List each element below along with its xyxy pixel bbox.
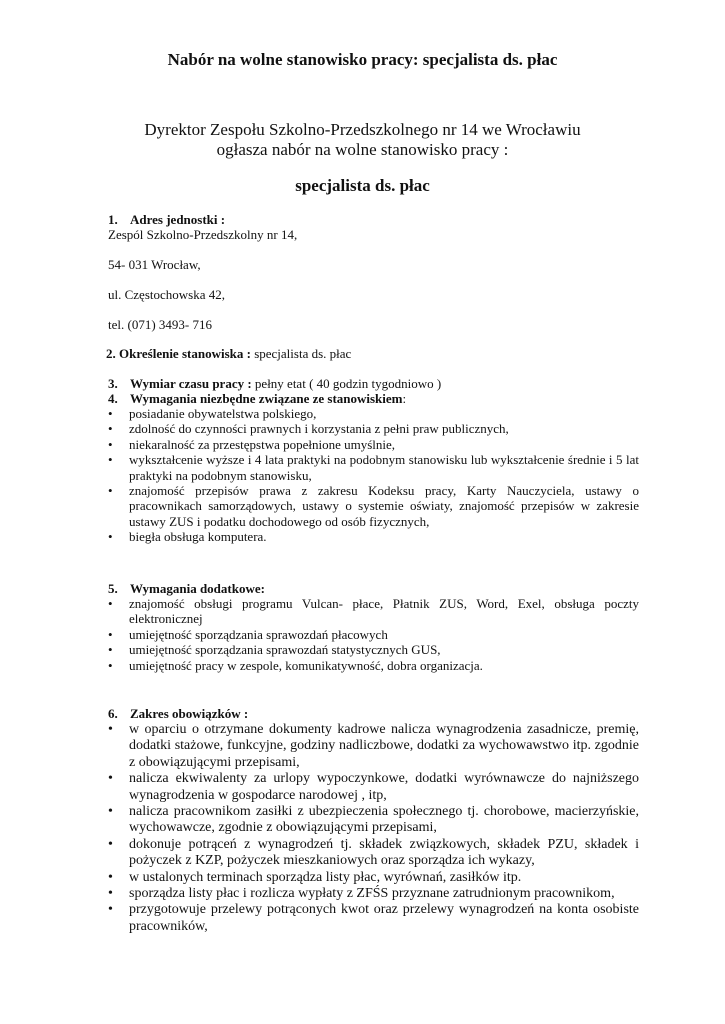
additional-requirements-list	[107, 596, 639, 673]
list-item: • biegła obsługa komputera.	[108, 529, 267, 545]
section-value: specjalista ds. płac	[250, 346, 352, 361]
list-item: • niekaralność za przestępstwa popełnione umyślnie,	[108, 436, 396, 452]
section-colon: :	[402, 391, 407, 406]
bullet-icon: •	[108, 771, 113, 787]
list-item: • znajomość obsługi programu Vulcan- płace, Płatnik ZUS, Word, Exel, obsługa poczty elektronicznej	[108, 596, 639, 627]
list-item: • nalicza ekwiwalenty za urlopy wypoczynkowe, dodatki wyrównawcze do najniższego wynagrodzenia w gospodarce narodowej , itp,	[108, 771, 639, 803]
address-line-school: Zespól Szkolno-Przedszkolny nr 14,	[108, 227, 298, 242]
section-value: pełny etat ( 40 godzin tygodniowo )	[251, 376, 442, 391]
list-item: • nalicza pracownikom zasiłki z ubezpieczenia społecznego tj. chorobowe, macierzyńskie, wychowawcze, zgodnie z obowiązującymi przepisami,	[108, 804, 639, 836]
bullet-icon: •	[108, 902, 113, 918]
address-line-city: 54- 031 Wrocław,	[108, 257, 201, 272]
section-label: Określenie stanowiska :	[119, 346, 251, 361]
section-label: Wymiar czasu pracy :	[130, 376, 252, 391]
list-item: • w oparciu o otrzymane dokumenty kadrowe nalicza wynagrodzenia zasadnicze, premię, dodatki stażowe, funkcyjne, godziny nadliczbowe, dodatki za wychowawstwo itp. zgodnie z obowiązującymi przepisami,	[108, 722, 639, 770]
bullet-icon: •	[108, 529, 113, 545]
section-5-heading	[108, 581, 265, 596]
requirements-list	[107, 406, 639, 545]
bullet-icon: •	[108, 421, 113, 437]
section-label: Zakres obowiązków :	[130, 706, 249, 721]
section-number: 5.	[108, 581, 118, 596]
bullet-icon: •	[108, 436, 113, 452]
bullet-icon: •	[108, 406, 113, 421]
section-number: 4.	[108, 391, 118, 406]
section-label: Wymagania dodatkowe:	[130, 581, 265, 596]
page-title: Nabór na wolne stanowisko pracy: specjalista ds. płac	[167, 50, 558, 69]
bullet-icon: •	[108, 642, 113, 658]
bullet-icon: •	[108, 886, 113, 902]
bullet-icon: •	[108, 626, 113, 642]
section-number: 3.	[108, 376, 118, 391]
bullet-icon: •	[108, 596, 113, 611]
section-label: Adres jednostki :	[130, 212, 226, 227]
section-number: 6.	[108, 706, 118, 721]
list-item: • dokonuje potrąceń z wynagrodzeń tj. składek związkowych, składek PZU, składek i pożyczek z KZP, pożyczek mieszkaniowych oraz sporządza ich wykazy,	[108, 836, 639, 869]
duties-list	[107, 722, 639, 935]
section-3-heading	[108, 376, 441, 391]
bullet-icon: •	[108, 836, 113, 852]
section-1-heading	[108, 212, 225, 227]
list-item: • umiejętność sporządzania sprawozdań płacowych	[108, 626, 388, 642]
list-item: • zdolność do czynności prawnych i korzystania z pełni praw publicznych,	[108, 421, 509, 437]
bullet-icon: •	[108, 804, 113, 820]
list-item: • znajomość przepisów prawa z zakresu Kodeksu pracy, Karty Nauczyciela, ustawy o pracownikach samorządowych, ustawy o systemie oświaty, znajomość przepisów w zakresie ustawy ZUS i podatku dochodowego od osób fizycznych,	[108, 483, 639, 529]
position-title: specjalista ds. płac	[295, 176, 430, 195]
section-6-heading	[108, 706, 248, 721]
list-item: • wykształcenie wyższe i 4 lata praktyki na podobnym stanowisku lub wykształcenie średnie i 5 lat praktyki na podobnym stanowisku,	[108, 452, 639, 483]
list-item: • posiadanie obywatelstwa polskiego,	[108, 406, 317, 421]
list-item: • w ustalonych terminach sporządza listy płac, wyrównań, zasiłków itp.	[108, 869, 522, 885]
section-2-heading	[106, 346, 351, 361]
bullet-icon: •	[108, 657, 113, 673]
section-number: 2.	[106, 346, 116, 361]
bullet-icon: •	[108, 483, 113, 499]
section-number: 1.	[108, 212, 118, 227]
bullet-icon: •	[108, 722, 113, 737]
list-item: • przygotowuje przelewy potrąconych kwot oraz przelewy wynagrodzeń na konta osobiste pracowników,	[108, 902, 639, 934]
address-line-street: ul. Częstochowska 42,	[108, 287, 225, 302]
bullet-icon: •	[108, 452, 113, 468]
bullet-icon: •	[108, 869, 113, 885]
list-item: • umiejętność pracy w zespole, komunikatywność, dobra organizacja.	[108, 657, 483, 673]
section-4-heading	[108, 391, 406, 406]
list-item: • sporządza listy płac i rozlicza wypłaty z ZFŚS przyznane zatrudnionym pracownikom,	[108, 886, 615, 902]
intro-line-1: Dyrektor Zespołu Szkolno-Przedszkolnego nr 14 we Wrocławiu	[144, 120, 581, 139]
list-item: • umiejętność sporządzania sprawozdań statystycznych GUS,	[108, 642, 441, 658]
intro-line-2: ogłasza nabór na wolne stanowisko pracy :	[216, 140, 509, 159]
section-label: Wymagania niezbędne związane ze stanowiskiem	[130, 391, 403, 406]
address-line-phone: tel. (071) 3493- 716	[108, 317, 212, 332]
